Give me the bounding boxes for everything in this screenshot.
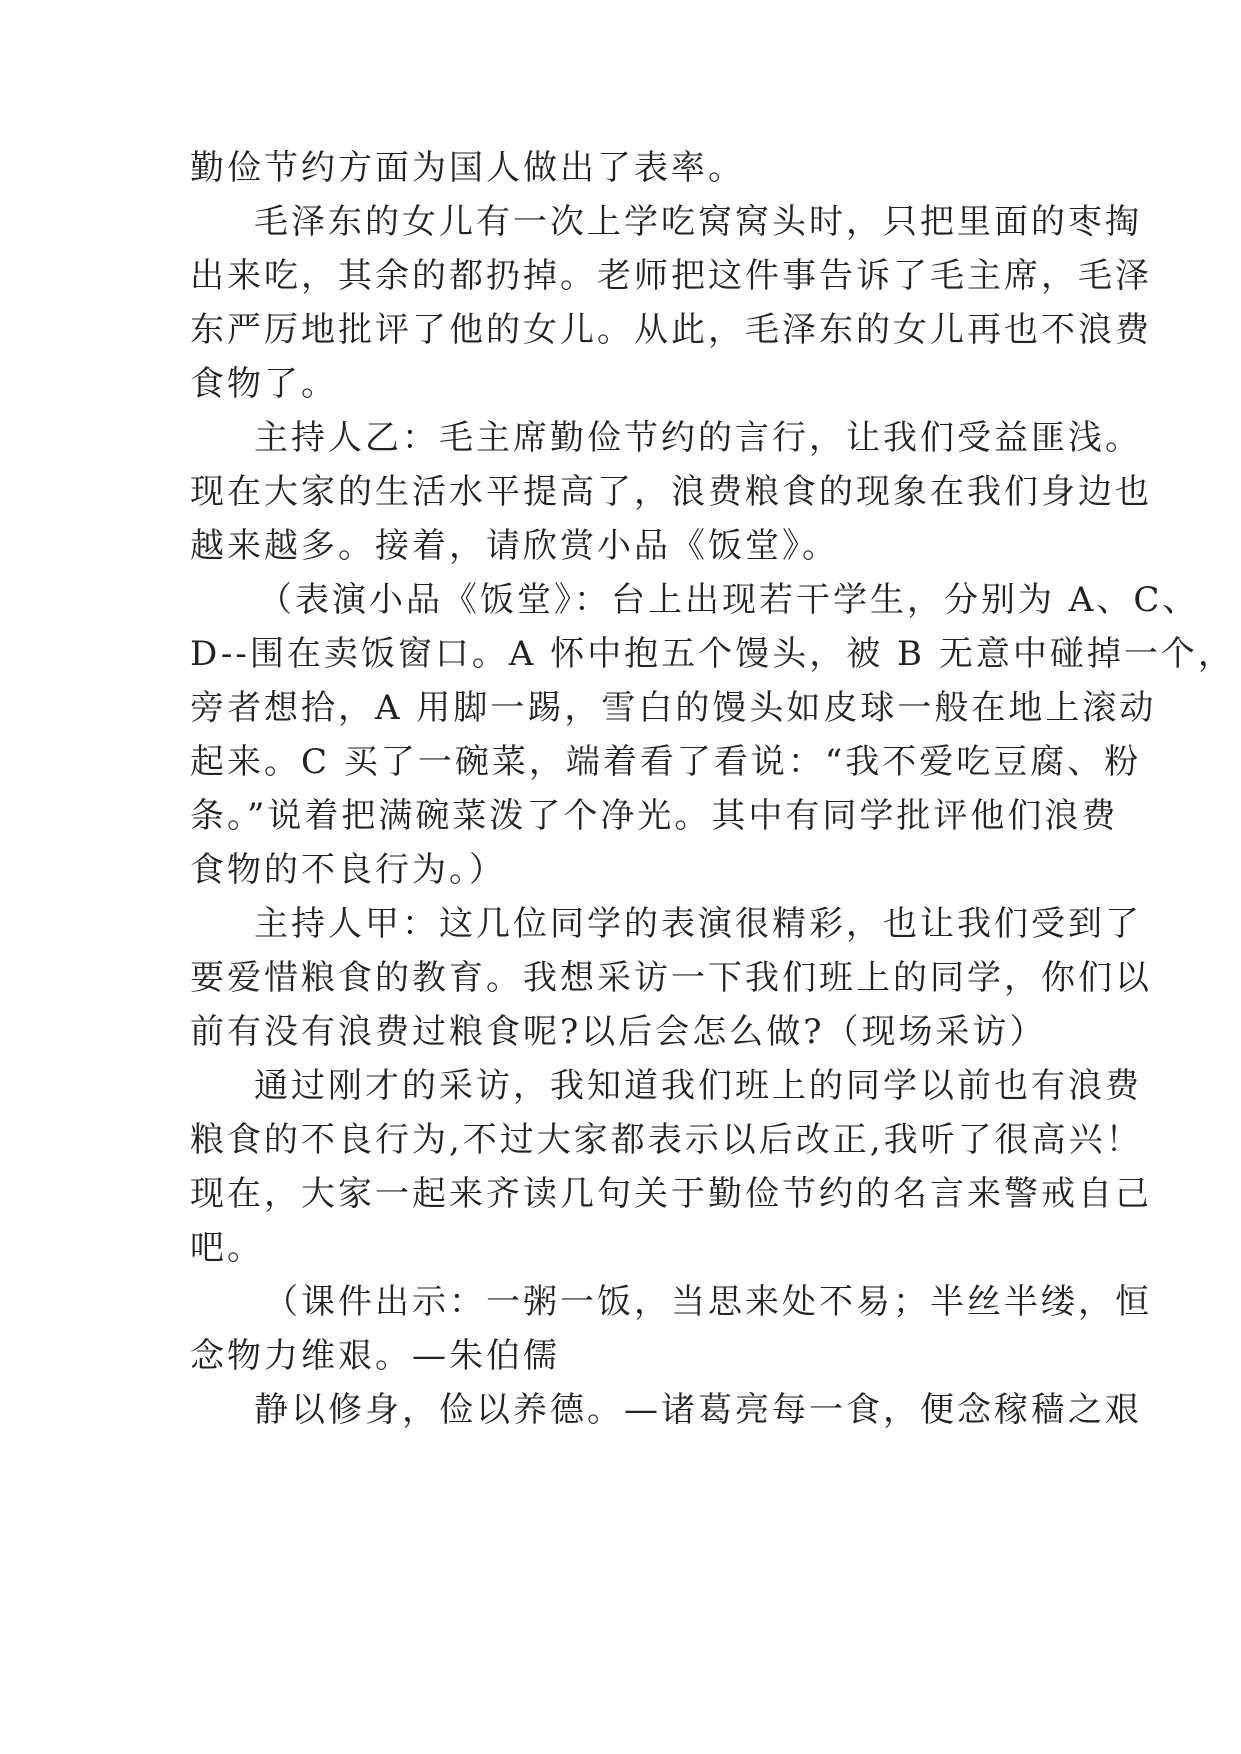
text-line: 静以修身，俭以养德。—诸葛亮每一食，便念稼穑之艰 [254,1390,1142,1430]
text-line: 念物力维艰。—朱伯儒 [190,1336,560,1376]
text-line: 食物的不良行为。） [190,850,506,890]
text-line: 东严厉地批评了他的女儿。从此，毛泽东的女儿再也不浪费 [190,310,1152,350]
text-line: 粮食的不良行为,不过大家都表示以后改正,我听了很高兴！ [190,1120,1143,1160]
text-line: D--围在卖饭窗口。A 怀中抱五个馒头，被 B 无意中碰掉一个， [190,634,1235,674]
text-line: 现在，大家一起来齐读几句关于勤俭节约的名言来警戒自己 [190,1174,1152,1214]
text-line: 出来吃，其余的都扔掉。老师把这件事告诉了毛主席，毛泽 [190,256,1152,296]
text-line: （课件出示：一粥一饭，当思来处不易；半丝半缕，恒 [264,1282,1152,1322]
text-line: 现在大家的生活水平提高了，浪费粮食的现象在我们身边也 [190,472,1152,512]
text-line: 旁者想拾，A 用脚一踢，雪白的馒头如皮球一般在地上滚动 [190,688,1157,728]
text-line: 条。”说着把满碗菜泼了个净光。其中有同学批评他们浪费 [190,796,1119,836]
text-line: 食物了。 [190,364,338,404]
text-line: 主持人甲：这几位同学的表演很精彩，也让我们受到了 [254,904,1142,944]
text-line: 毛泽东的女儿有一次上学吃窝窝头时，只把里面的枣掏 [254,202,1142,242]
text-line: 通过刚才的采访，我知道我们班上的同学以前也有浪费 [254,1066,1142,1106]
text-line: 吧。 [190,1228,264,1268]
text-line: 起来。C 买了一碗菜，端着看了看说：“我不爱吃豆腐、粉 [190,742,1142,782]
text-line: 要爱惜粮食的教育。我想采访一下我们班上的同学，你们以 [190,958,1152,998]
text-line: （表演小品《饭堂》：台上出现若干学生，分别为 A、C、 [258,580,1200,620]
text-line: 前有没有浪费过粮食呢?以后会怎么做?（现场采访） [190,1012,1047,1052]
text-line: 主持人乙：毛主席勤俭节约的言行，让我们受益匪浅。 [254,418,1142,458]
text-line: 勤俭节约方面为国人做出了表率。 [190,148,745,188]
text-line: 越来越多。接着，请欣赏小品《饭堂》。 [190,526,839,566]
